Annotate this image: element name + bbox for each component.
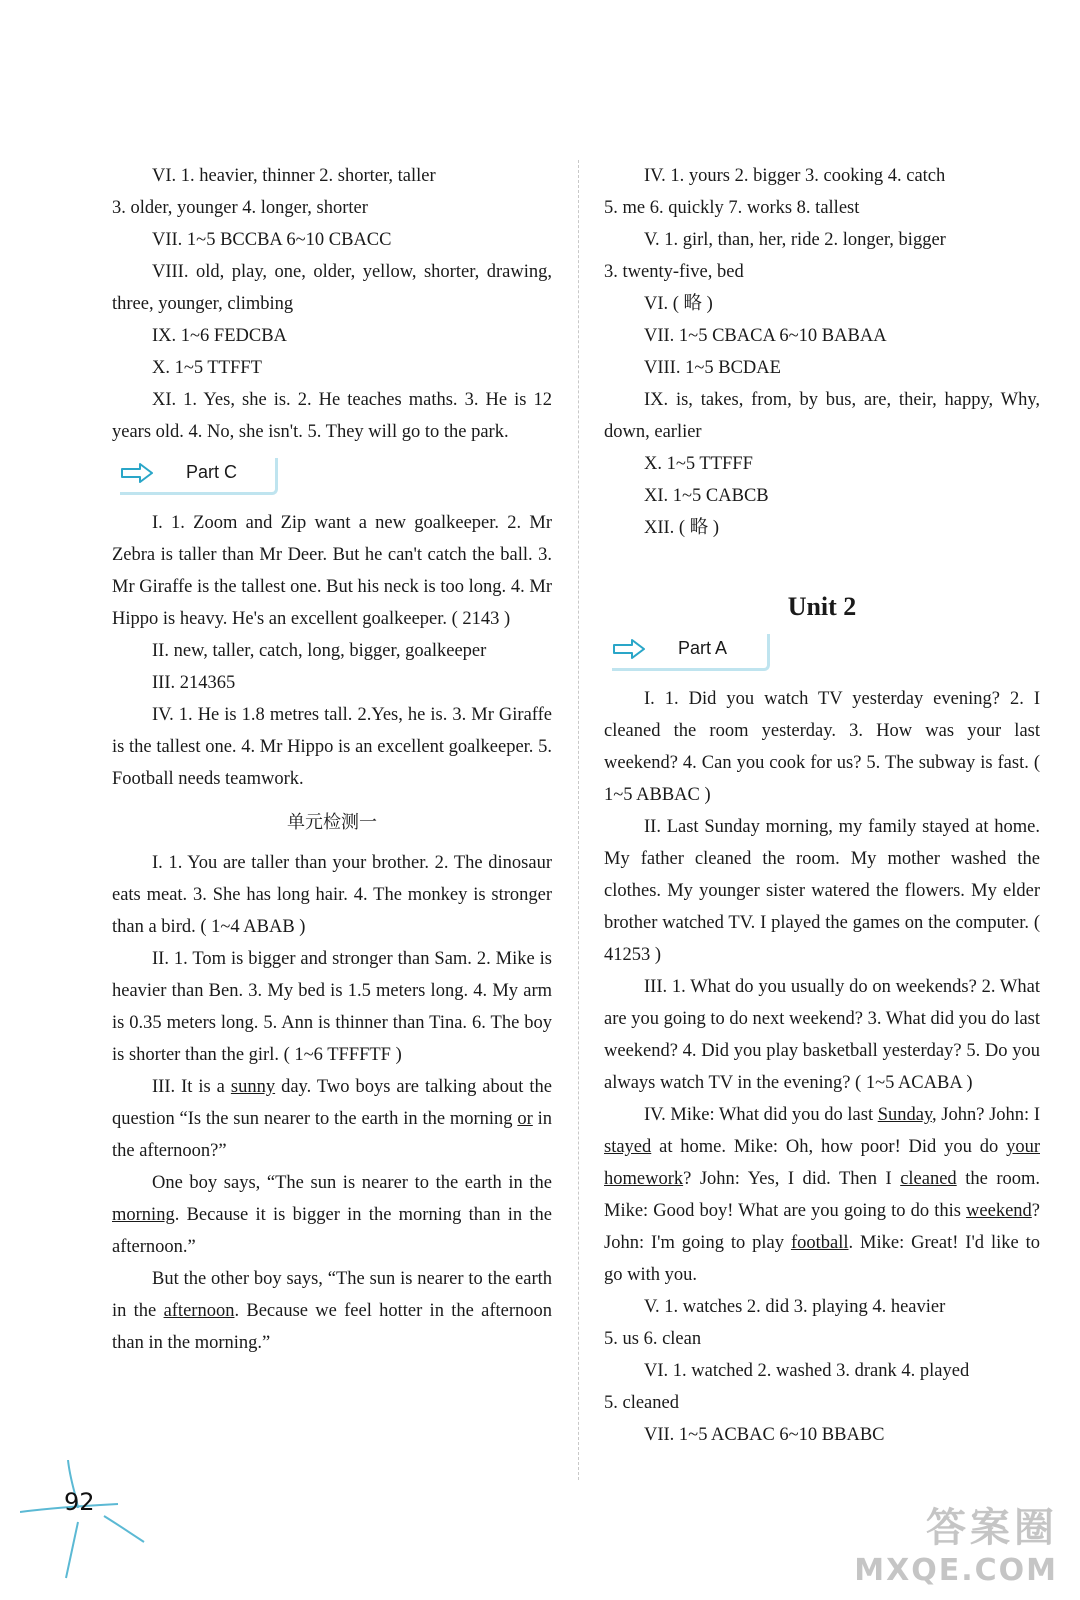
corner-decoration <box>20 1460 160 1580</box>
part-a-vi-cont: 5. cleaned <box>604 1393 679 1413</box>
part-a-v: V. 1. watches 2. did 3. playing 4. heavier <box>644 1297 946 1317</box>
part-a-label: Part A <box>678 638 728 658</box>
left-column <box>112 160 552 1359</box>
watermark-url: MXQE.COM <box>854 1553 1058 1588</box>
answer-vii-r: VII. 1~5 CBACA 6~10 BABAA <box>644 326 887 346</box>
part-c-label: Part C <box>186 462 238 482</box>
test-iii-p2: One boy says, “The sun is nearer to the earth in the morning. Because it is bigger in the morning than in the afternoon.” <box>112 1173 552 1257</box>
unit-2-title: Unit 2 <box>787 592 857 621</box>
test-i: I. 1. You are taller than your brother. 2. The dinosaur eats meat. 3. She has long hair. 4. The monkey is stronger than a bird. ( 1~4 ABAB ) <box>112 853 552 937</box>
part-c-iii: III. 214365 <box>152 673 236 693</box>
answer-vi-r: VI. ( 略 ) <box>644 294 713 314</box>
answer-x: X. 1~5 TTFFT <box>152 358 262 378</box>
answer-x-r: X. 1~5 TTFFF <box>644 454 753 474</box>
arrow-right-icon <box>120 462 154 484</box>
part-a-iii: III. 1. What do you usually do on weekends? 2. What are you going to do next weekend? 3. What did you do last weekend? 4. Did you play basketball yesterday? 5. Do you always watch TV in the evening? ( 1~5 ACABA ) <box>604 977 1040 1093</box>
answer-xi: XI. 1. Yes, she is. 2. He teaches maths. 3. He is 12 years old. 4. No, she isn't. 5. They will go to the park. <box>112 390 552 442</box>
answer-vi-cont: 3. older, younger 4. longer, shorter <box>112 198 368 218</box>
right-column <box>604 160 1040 1451</box>
part-a-v-cont: 5. us 6. clean <box>604 1329 702 1349</box>
answer-iv: IV. 1. yours 2. bigger 3. cooking 4. catch <box>644 166 946 186</box>
unit-test-title: 单元检测一 <box>287 812 377 833</box>
page-number: 92 <box>64 1488 95 1516</box>
arrow-right-icon <box>612 638 646 660</box>
test-iii: III. It is a sunny day. Two boys are talking about the question “Is the sun nearer to the earth in the morning or in the afternoon?” <box>112 1077 553 1161</box>
answer-viii: VIII. old, play, one, older, yellow, shorter, drawing, three, younger, climbing <box>112 262 552 314</box>
answer-vii: VII. 1~5 BCCBA 6~10 CBACC <box>152 230 392 250</box>
watermark-logo-text: 答案圈 <box>926 1505 1058 1551</box>
part-a-ii: II. Last Sunday morning, my family stayed at home. My father cleaned the room. My mother washed the clothes. My younger sister watered the flowers. My elder brother watched TV. I played the games on the computer. ( 41253 ) <box>604 817 1040 965</box>
answer-xi-r: XI. 1~5 CABCB <box>644 486 769 506</box>
part-a-iv: IV. Mike: What did you do last Sunday, John? John: I stayed at home. Mike: Oh, how poor! Did you do your homework? John: Yes, I did. Then I cleaned the room. Mike: Good boy! What are you going to do this weekend? John: I'm going to play football. Mike: Great! I'd like to go with you. <box>604 1105 1041 1285</box>
part-c-ii: II. new, taller, catch, long, bigger, goalkeeper <box>152 641 487 661</box>
watermark <box>854 1496 1058 1588</box>
part-c-header <box>120 458 278 495</box>
test-iii-p3: But the other boy says, “The sun is nearer to the earth in the afternoon. Because we feel hotter in the afternoon than in the morning.” <box>112 1269 552 1353</box>
answer-v: V. 1. girl, than, her, ride 2. longer, bigger <box>644 230 946 250</box>
answer-ix-r: IX. is, takes, from, by bus, are, their, happy, Why, down, earlier <box>604 390 1040 442</box>
answer-ix: IX. 1~6 FEDCBA <box>152 326 287 346</box>
part-a-i: I. 1. Did you watch TV yesterday evening? 2. I cleaned the room yesterday. 3. How was your last weekend? 4. Can you cook for us? 5. The subway is fast. ( 1~5 ABBAC ) <box>604 689 1040 805</box>
answer-vi: VI. 1. heavier, thinner 2. shorter, taller <box>152 166 436 186</box>
answer-viii-r: VIII. 1~5 BCDAE <box>644 358 781 378</box>
part-c-i: I. 1. Zoom and Zip want a new goalkeeper. 2. Mr Zebra is taller than Mr Deer. But he can't catch the ball. 3. Mr Giraffe is the tallest one. But his neck is too long. 4. Mr Hippo is heavy. He's an excellent goalkeeper. ( 2143 ) <box>112 513 552 629</box>
answer-v-cont: 3. twenty-five, bed <box>604 262 744 282</box>
part-a-vi: VI. 1. watched 2. washed 3. drank 4. played <box>644 1361 970 1381</box>
part-a-vii: VII. 1~5 ACBAC 6~10 BBABC <box>644 1425 885 1445</box>
answer-iv-cont: 5. me 6. quickly 7. works 8. tallest <box>604 198 860 218</box>
answer-xii-r: XII. ( 略 ) <box>644 518 720 538</box>
part-c-iv: IV. 1. He is 1.8 metres tall. 2.Yes, he is. 3. Mr Giraffe is the tallest one. 4. Mr Hippo is an excellent goalkeeper. 5. Football needs teamwork. <box>112 705 552 789</box>
test-ii: II. 1. Tom is bigger and stronger than Sam. 2. Mike is heavier than Ben. 3. My bed is 1.5 meters long. 4. My arm is 0.35 meters long. 5. Ann is thinner than Tina. 6. The boy is shorter than the girl. ( 1~6 TFFFTF ) <box>112 949 552 1065</box>
part-a-header <box>612 634 770 671</box>
column-divider <box>578 160 580 1480</box>
